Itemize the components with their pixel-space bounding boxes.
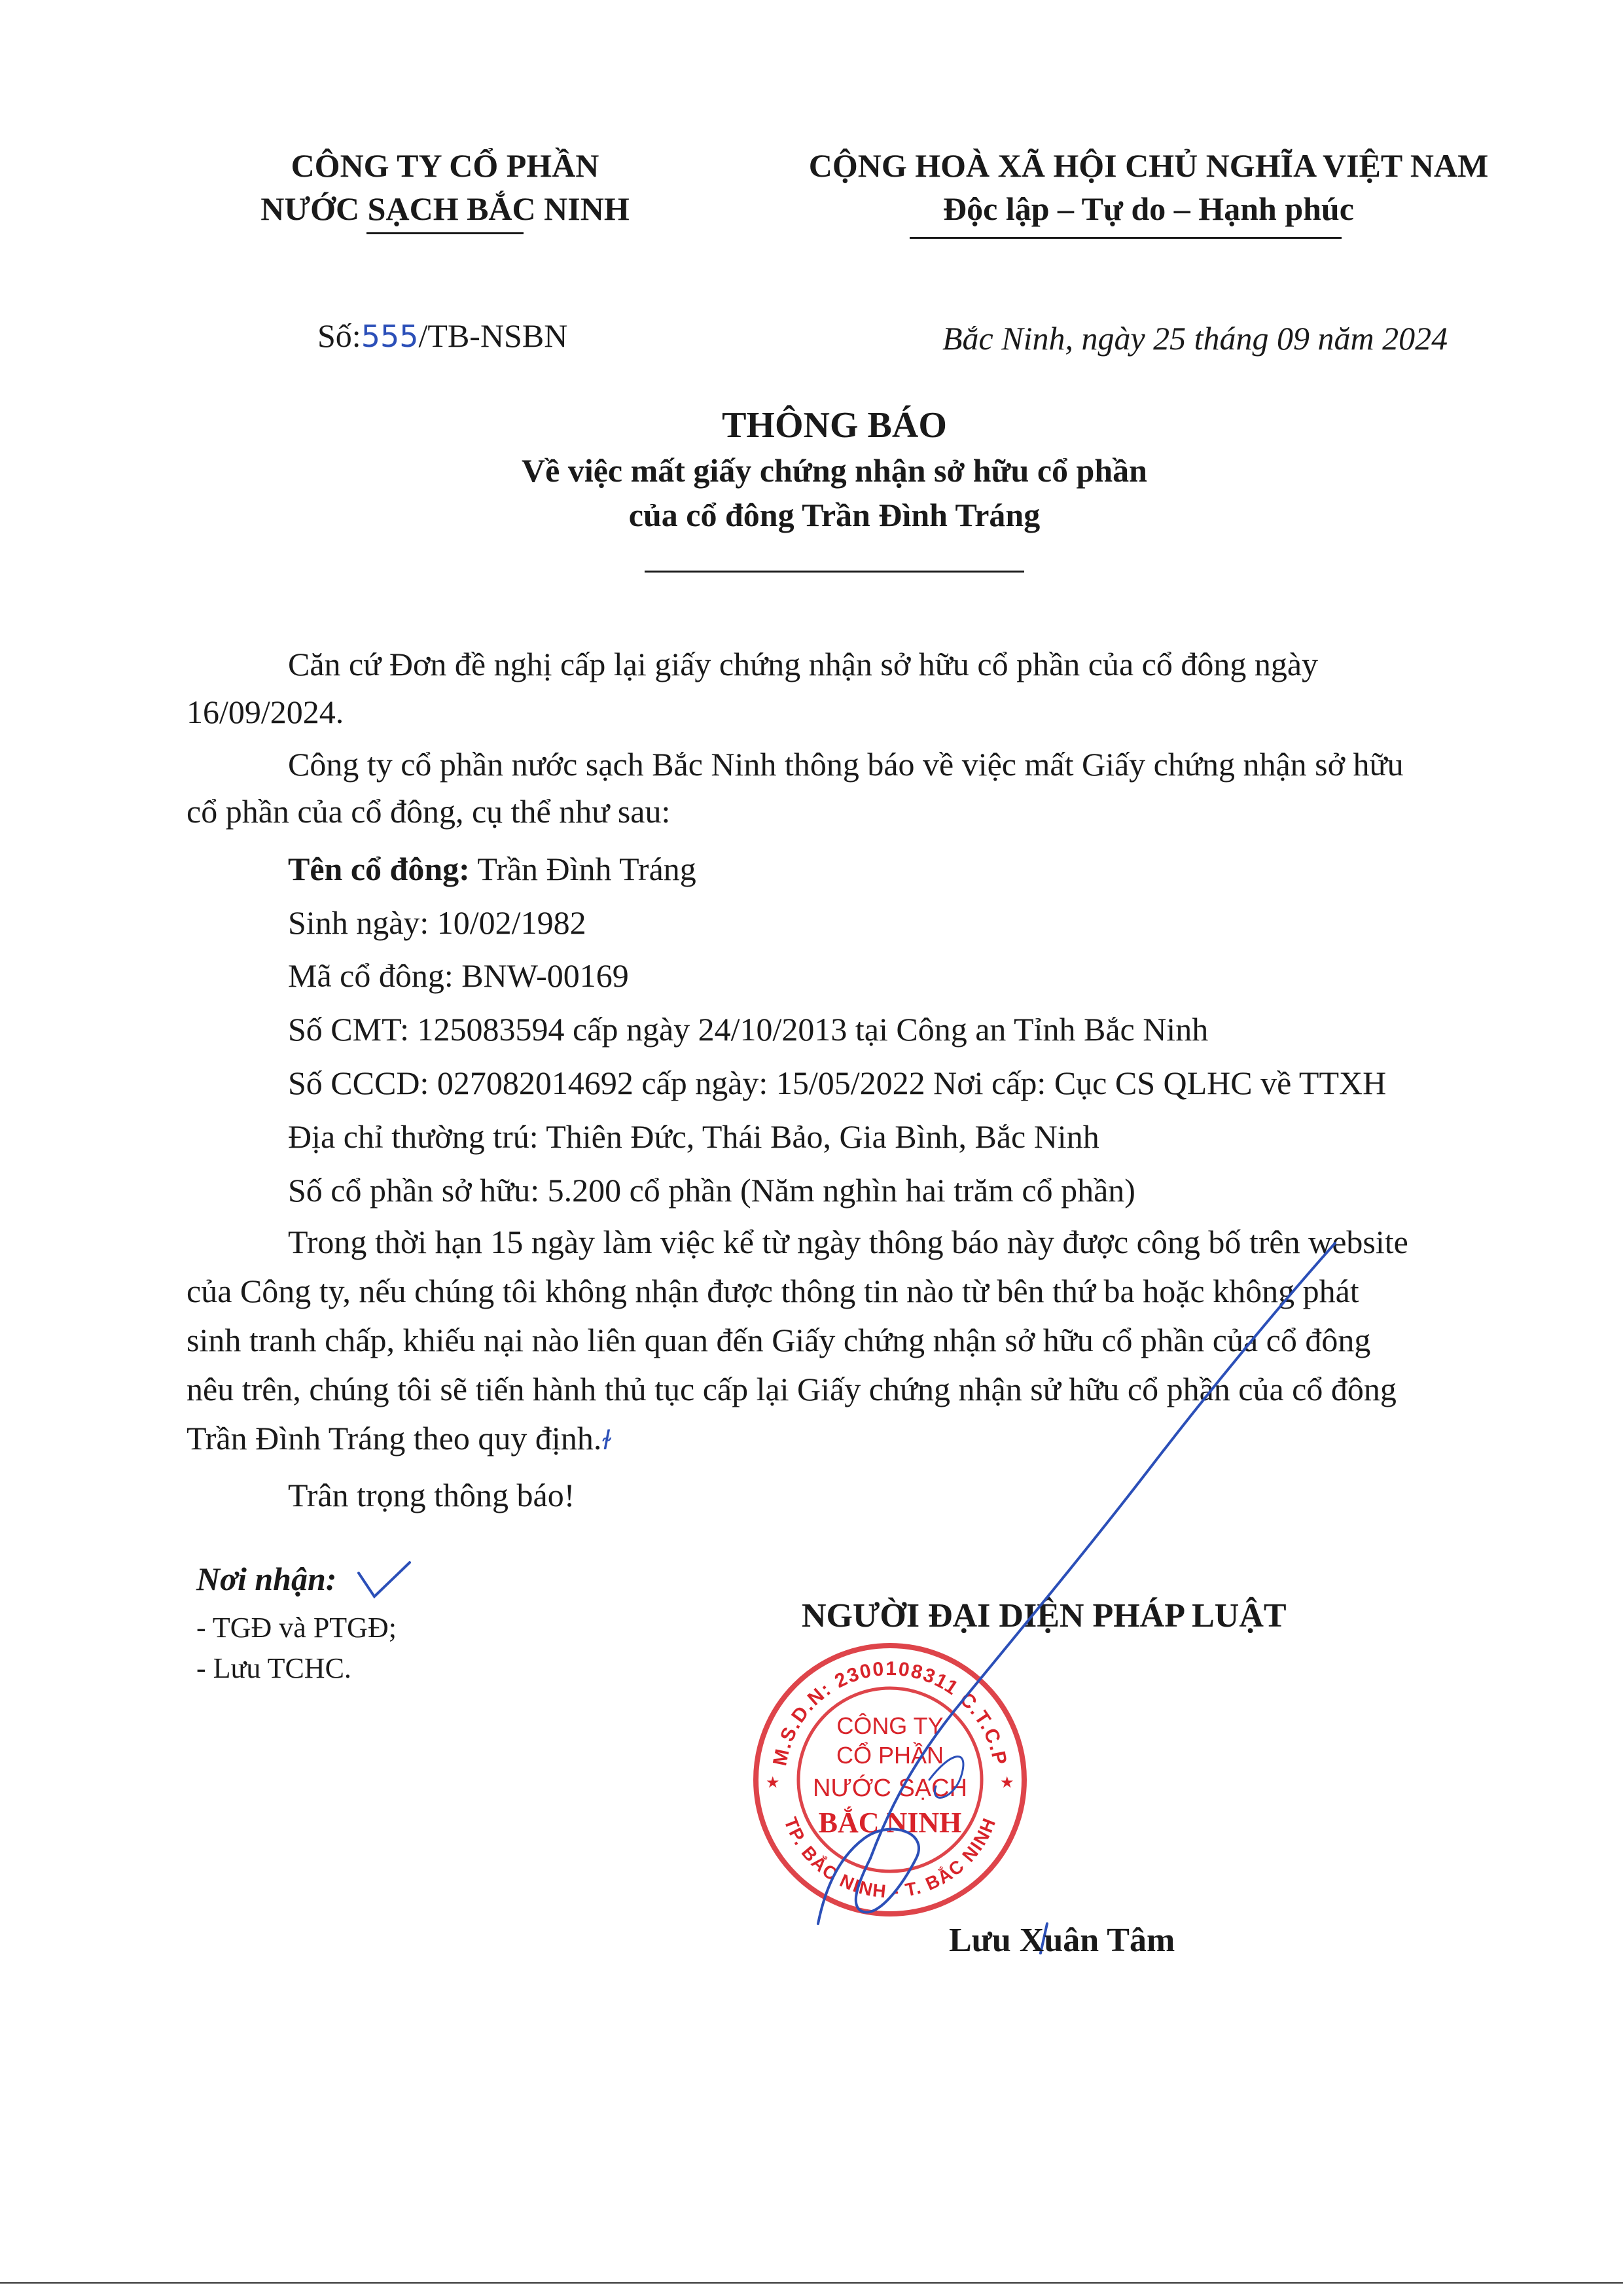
para3-line3: sinh tranh chấp, khiếu nại nào liên quan đến Giấy chứng nhận sở hữu cổ phần của cổ đông xyxy=(187,1322,1371,1358)
notice-subtitle-line2: của cổ đông Trần Đình Tráng xyxy=(628,497,1041,533)
company-name-line2: NƯỚC SẠCH BẮC NINH xyxy=(260,190,630,227)
document-number xyxy=(317,314,567,358)
seal-center-line4: BẮC NINH xyxy=(818,1807,962,1839)
company-name-line1: CÔNG TY CỔ PHẦN xyxy=(291,147,599,184)
recipients-label-text: Nơi nhận: xyxy=(196,1561,337,1597)
shareholder-dob: Sinh ngày: 10/02/1982 xyxy=(288,904,586,941)
shareholder-name-label: Tên cổ đông: xyxy=(288,851,470,887)
recipient-item1: - TGĐ và PTGĐ; xyxy=(196,1612,397,1644)
doc-number-handwritten: 555 xyxy=(361,319,419,354)
nation-name: CỘNG HOÀ XÃ HỘI CHỦ NGHĨA VIỆT NAM xyxy=(808,147,1489,184)
doc-number-suffix: /TB-NSBN xyxy=(418,317,568,354)
motto-underline xyxy=(910,237,1342,239)
seal-ring-top: M.S.D.N: 2300108311 C.T.C.P xyxy=(769,1657,1011,1768)
seal-center-line2: CỔ PHẦN xyxy=(836,1742,944,1769)
company-underline xyxy=(366,232,524,234)
seal-center-line1: CÔNG TY xyxy=(836,1712,944,1739)
company-header xyxy=(209,144,681,230)
shareholder-cccd: Số CCCD: 027082014692 cấp ngày: 15/05/2022 Nơi cấp: Cục CS QLHC về TTXH xyxy=(288,1065,1387,1101)
shareholder-shares: Số cổ phần sở hữu: 5.200 cổ phần (Năm nghìn hai trăm cổ phần) xyxy=(288,1172,1135,1209)
notice-title: THÔNG BÁO xyxy=(722,405,947,446)
handwritten-signature xyxy=(654,1230,1374,1956)
para3-line4: nêu trên, chúng tôi sẽ tiến hành thủ tục cấp lại Giấy chứng nhận sử hữu cổ phần của cổ đông xyxy=(187,1371,1397,1407)
handwritten-end-mark: ɫ xyxy=(601,1426,613,1456)
shareholder-address: Địa chỉ thường trú: Thiên Đức, Thái Bảo, Gia Bình, Bắc Ninh xyxy=(288,1118,1099,1155)
scan-bottom-edge xyxy=(0,2282,1623,2284)
para3-line1: Trong thời hạn 15 ngày làm việc kể từ ngày thông báo này được công bố trên website xyxy=(288,1224,1408,1260)
notice-subtitle-line1: Về việc mất giấy chứng nhận sở hữu cổ phần xyxy=(522,452,1147,489)
signature-title: NGƯỜI ĐẠI DIỆN PHÁP LUẬT xyxy=(802,1597,1287,1634)
para3-line2: của Công ty, nếu chúng tôi không nhận được thông tin nào từ bên thứ ba hoặc không phát xyxy=(187,1273,1359,1309)
para3-line5 xyxy=(187,1419,612,1460)
signer-name: Lưu Xuân Tâm xyxy=(949,1922,1175,1959)
recipient-item2: - Lưu TCHC. xyxy=(196,1652,351,1684)
para3-line5-text: Trần Đình Tráng theo quy định. xyxy=(187,1420,602,1457)
notice-title-block xyxy=(262,402,1407,537)
shareholder-name xyxy=(288,849,696,889)
title-underline xyxy=(645,571,1024,573)
para1-line1: Căn cứ Đơn đề nghị cấp lại giấy chứng nhận sở hữu cổ phần của cổ đông ngày xyxy=(288,646,1319,682)
seal-ring-bottom: TP. BẮC NINH - T. BẮC NINH xyxy=(780,1814,1000,1902)
nation-motto: Độc lập – Tự do – Hạnh phúc xyxy=(943,190,1354,227)
shareholder-code: Mã cổ đông: BNW-00169 xyxy=(288,957,629,994)
recipients-check-mark xyxy=(353,1559,412,1604)
shareholder-name-value: Trần Đình Tráng xyxy=(477,851,696,887)
para1-line2: 16/09/2024. xyxy=(187,694,344,730)
seal-star-left: ★ xyxy=(766,1775,780,1792)
para2-line2: cổ phần của cổ đông, cụ thể như sau: xyxy=(187,793,671,830)
nation-header xyxy=(772,144,1525,230)
shareholder-cmt: Số CMT: 125083594 cấp ngày 24/10/2013 tại Công an Tỉnh Bắc Ninh xyxy=(288,1011,1209,1048)
closing-line: Trân trọng thông báo! xyxy=(288,1477,575,1513)
seal-star-right: ★ xyxy=(1000,1775,1014,1792)
recipients-label xyxy=(196,1559,336,1598)
seal-center-line3: NƯỚC SẠCH xyxy=(812,1775,968,1802)
place-date: Bắc Ninh, ngày 25 tháng 09 năm 2024 xyxy=(942,320,1448,357)
para2-line1: Công ty cổ phần nước sạch Bắc Ninh thông báo về việc mất Giấy chứng nhận sở hữu xyxy=(288,746,1404,783)
doc-number-prefix: Số: xyxy=(317,317,361,354)
